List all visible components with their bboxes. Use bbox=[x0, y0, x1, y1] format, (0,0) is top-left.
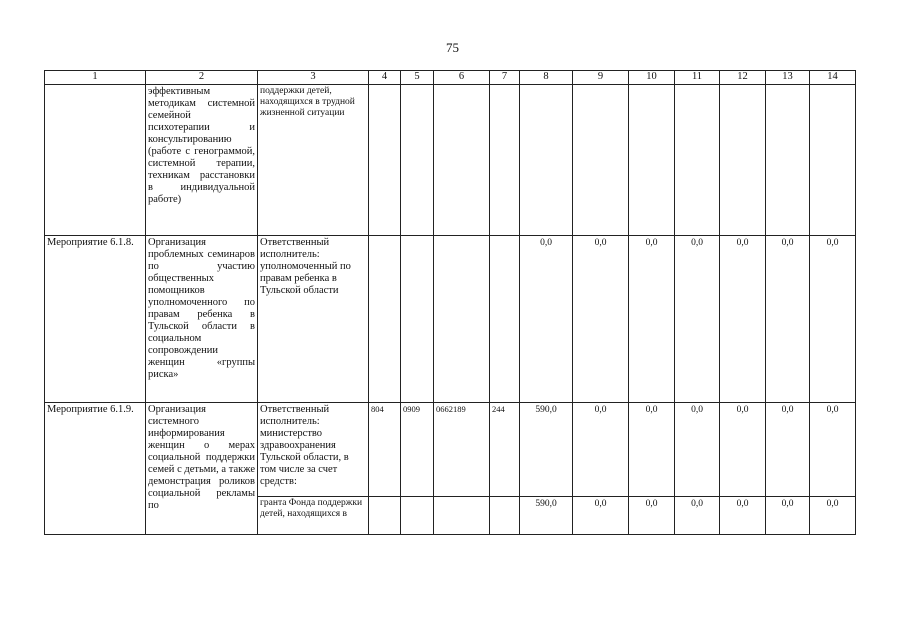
cell-empty bbox=[369, 497, 401, 535]
header-cell: 11 bbox=[675, 71, 720, 85]
cell-code: 804 bbox=[369, 403, 401, 497]
header-cell: 2 bbox=[146, 71, 258, 85]
cell-empty bbox=[629, 85, 675, 236]
header-row bbox=[45, 71, 856, 85]
cell-empty bbox=[369, 236, 401, 403]
cell-empty bbox=[434, 236, 490, 403]
cell-value: 0,0 bbox=[810, 236, 856, 403]
cell-value: 0,0 bbox=[573, 403, 629, 497]
cell-value: 0,0 bbox=[573, 497, 629, 535]
cell-empty bbox=[401, 85, 434, 236]
header-cell: 13 bbox=[766, 71, 810, 85]
cell-value: 0,0 bbox=[810, 403, 856, 497]
header-cell: 4 bbox=[369, 71, 401, 85]
cell-empty bbox=[490, 497, 520, 535]
cell-value: 0,0 bbox=[675, 403, 720, 497]
budget-table bbox=[44, 70, 856, 535]
header-cell: 5 bbox=[401, 71, 434, 85]
cell-value: 0,0 bbox=[573, 236, 629, 403]
cell-event: Мероприятие 6.1.9. bbox=[45, 403, 146, 535]
cell-value: 0,0 bbox=[766, 403, 810, 497]
cell-value: 0,0 bbox=[520, 236, 573, 403]
cell-empty bbox=[810, 85, 856, 236]
header-cell: 8 bbox=[520, 71, 573, 85]
header-cell: 7 bbox=[490, 71, 520, 85]
cell-value: 0,0 bbox=[766, 497, 810, 535]
header-cell: 6 bbox=[434, 71, 490, 85]
cell-empty bbox=[675, 85, 720, 236]
cell-value: 0,0 bbox=[720, 403, 766, 497]
cell-executor: Ответственный исполнитель: министерство здравоохранения Тульской области, в том числе за счет средств: bbox=[258, 403, 369, 497]
cell-empty bbox=[434, 85, 490, 236]
header-cell: 14 bbox=[810, 71, 856, 85]
cell-empty bbox=[490, 85, 520, 236]
header-cell: 1 bbox=[45, 71, 146, 85]
cell-empty bbox=[490, 236, 520, 403]
cell-value: 0,0 bbox=[720, 497, 766, 535]
cell-value: 0,0 bbox=[675, 497, 720, 535]
cell-executor: гранта Фонда поддержки детей, находящихся в bbox=[258, 497, 369, 535]
cell-value: 0,0 bbox=[766, 236, 810, 403]
table-row bbox=[45, 85, 856, 236]
cell-value: 0,0 bbox=[629, 403, 675, 497]
cell-empty bbox=[573, 85, 629, 236]
cell-value: 0,0 bbox=[629, 497, 675, 535]
cell-empty bbox=[369, 85, 401, 236]
cell-executor: поддержки детей, находящихся в трудной жизненной ситуации bbox=[258, 85, 369, 236]
cell-empty bbox=[520, 85, 573, 236]
cell-empty bbox=[720, 85, 766, 236]
cell-executor: Ответственный исполнитель: уполномоченный по правам ребенка в Тульской области bbox=[258, 236, 369, 403]
table-row bbox=[45, 236, 856, 403]
cell-value: 0,0 bbox=[810, 497, 856, 535]
cell-empty bbox=[401, 497, 434, 535]
cell-value: 0,0 bbox=[720, 236, 766, 403]
cell-code: 244 bbox=[490, 403, 520, 497]
header-cell: 3 bbox=[258, 71, 369, 85]
cell-value: 590,0 bbox=[520, 497, 573, 535]
cell-code: 0909 bbox=[401, 403, 434, 497]
header-cell: 12 bbox=[720, 71, 766, 85]
table-row bbox=[45, 403, 856, 497]
cell-description: эффективным методикам системной семейной психотерапии и консультированию (работе с генограммой, системной терапии, техникам расстановки в индивидуальной работе) bbox=[146, 85, 258, 236]
cell-empty bbox=[766, 85, 810, 236]
cell-description: Организация системного информирования женщин о мерах социальной поддержки семей с детьми, а также демонстрация роликов социальной рекламы по bbox=[146, 403, 258, 535]
cell-code: 0662189 bbox=[434, 403, 490, 497]
cell-value: 590,0 bbox=[520, 403, 573, 497]
cell-value: 0,0 bbox=[629, 236, 675, 403]
cell-empty bbox=[434, 497, 490, 535]
cell-event: Мероприятие 6.1.8. bbox=[45, 236, 146, 403]
header-cell: 10 bbox=[629, 71, 675, 85]
page-number: 75 bbox=[446, 40, 459, 55]
header-cell: 9 bbox=[573, 71, 629, 85]
cell-empty bbox=[401, 236, 434, 403]
cell-description: Организация проблемных семинаров по участию общественных помощников уполномоченного по правам ребенка в Тульской области в социальном сопровождении женщин «группы риска» bbox=[146, 236, 258, 403]
cell-value: 0,0 bbox=[675, 236, 720, 403]
cell-event bbox=[45, 85, 146, 236]
